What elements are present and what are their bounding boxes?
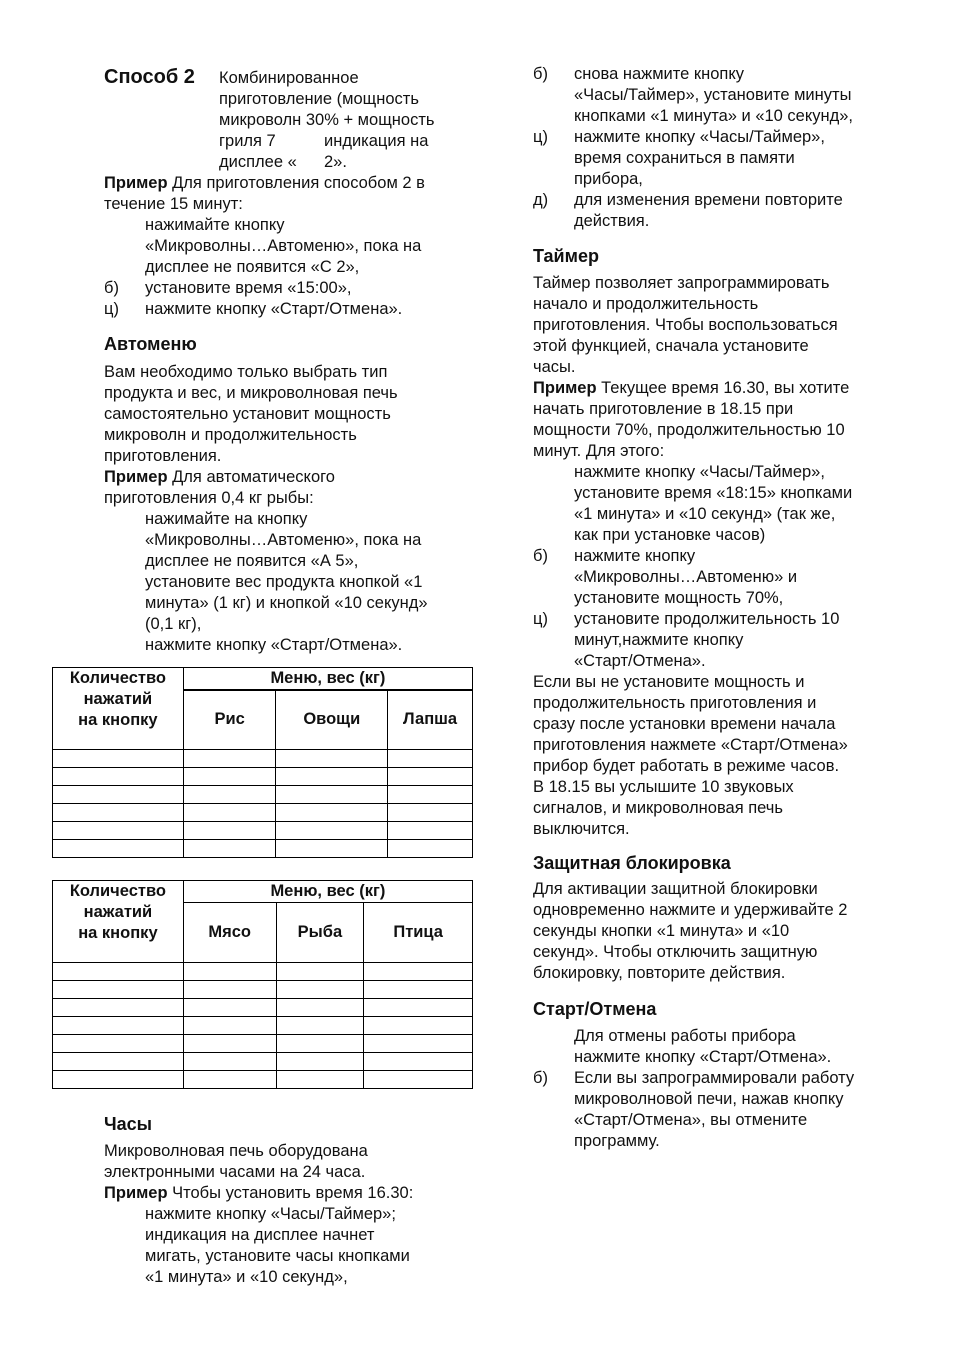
table-row: [53, 1017, 473, 1035]
table-cell: [364, 1053, 473, 1071]
text-line: дисплее не появится «С 2»,: [145, 258, 360, 276]
table-cell: [388, 839, 473, 857]
list-marker: ц): [533, 128, 548, 146]
table-cell: [276, 821, 388, 839]
text-line: время сохраниться в памяти: [574, 149, 795, 167]
list-marker: ц): [533, 610, 548, 628]
table-cell: [276, 749, 388, 767]
list-marker: ц): [104, 300, 119, 318]
list-marker: б): [533, 65, 548, 83]
table-cell: [276, 1035, 364, 1053]
text-line: (0,1 кг),: [145, 615, 202, 633]
list-item: [533, 64, 898, 127]
table-cell: [183, 785, 276, 803]
text-line: программу.: [574, 1132, 660, 1150]
method-description: [219, 68, 489, 173]
header-line: Количество: [69, 882, 166, 900]
table-cell: [183, 1071, 276, 1089]
table-cell: [388, 749, 473, 767]
text-line: установите время «18:15» кнопками: [574, 484, 853, 502]
header-line: на кнопку: [78, 924, 158, 942]
table-cell: [183, 749, 276, 767]
text-line: установите мощность 70%,: [574, 589, 784, 607]
text-line: приготовление (мощность: [219, 90, 419, 108]
text-line: «Часы/Таймер», установите минуты: [574, 86, 852, 104]
text-line: продолжительность приготовления и: [533, 694, 817, 712]
text-fragment: Чтобы установить время 16.30:: [167, 1184, 414, 1202]
text-line: секунд». Чтобы отключить защитную: [533, 943, 818, 961]
text-line: установите продолжительность 10: [574, 610, 840, 628]
table-cell: [364, 963, 473, 981]
list-marker: б): [533, 547, 548, 565]
text-line: микроволн 30% + мощность: [219, 111, 435, 129]
text-line: минут. Для этого:: [533, 442, 665, 460]
text-line: «1 минута» и «10 секунд» (так же,: [574, 505, 836, 523]
table-row: [53, 749, 473, 767]
list-text: нажмите кнопку «Старт/Отмена».: [145, 300, 403, 318]
table-cell: [183, 767, 276, 785]
text-line: индикация на дисплее начнет: [145, 1226, 375, 1244]
text-line: начало и продолжительность: [533, 295, 759, 313]
text-line: микроволновой печи, нажав кнопку: [574, 1090, 844, 1108]
table-cell: [276, 981, 364, 999]
header-line: Количество: [69, 669, 166, 687]
header-line: нажатий: [83, 690, 153, 708]
text-line: минут,нажмите кнопку: [574, 631, 744, 649]
table-row: [53, 821, 473, 839]
table-cell: [53, 839, 184, 857]
text-line: приготовления. Чтобы воспользоваться: [533, 316, 838, 334]
startstop-heading: Старт/Отмена: [533, 999, 657, 1019]
text-fragment: Текущее время 16.30, вы хотите: [596, 379, 850, 397]
text-line: [533, 378, 898, 399]
text-line: сигналов, и микроволновая печь: [533, 799, 783, 817]
clock-continued: [533, 64, 898, 232]
list-item: [533, 609, 898, 672]
text-line: прибор будет работать в режиме часов.: [533, 757, 840, 775]
text-line: [219, 131, 489, 152]
timer-section: [533, 273, 898, 840]
table-cell: [388, 785, 473, 803]
text-line: электронными часами на 24 часа.: [104, 1163, 366, 1181]
table-cell: [53, 821, 184, 839]
table-cell: [53, 803, 184, 821]
text-line: прибора,: [574, 170, 643, 188]
table-row: [53, 963, 473, 981]
table-cell: [388, 803, 473, 821]
text-line: нажмите кнопку «Старт/Отмена».: [145, 636, 403, 654]
text-line: приготовления 0,4 кг рыбы:: [104, 489, 314, 507]
text-line: нажимайте кнопку: [145, 216, 285, 234]
list-marker: б): [104, 279, 119, 297]
text-line: одновременно нажмите и удерживайте 2: [533, 901, 848, 919]
table-cell: [53, 767, 184, 785]
column-header: Рыба: [276, 903, 364, 963]
text-line: блокировку, повторите действия.: [533, 964, 786, 982]
text-line: дисплее не появится «А 5»,: [145, 552, 359, 570]
text-line: Если вы не установите мощность и: [533, 673, 805, 691]
table-cell: [276, 1053, 364, 1071]
column-header: Мясо: [183, 903, 276, 963]
table-row: [53, 1035, 473, 1053]
lock-section: [533, 879, 898, 984]
header-count: [53, 668, 184, 750]
automenu-table-1: [52, 667, 473, 858]
text-line: В 18.15 вы услышите 10 звуковых: [533, 778, 794, 796]
table-cell: [53, 1053, 184, 1071]
column-header: Птица: [364, 903, 473, 963]
table-cell: [364, 1071, 473, 1089]
text-line: [104, 173, 484, 194]
table-cell: [183, 981, 276, 999]
text-line: «Микроволны…Автоменю», пока на: [145, 531, 422, 549]
text-line: «Старт/Отмена», вы отмените: [574, 1111, 808, 1129]
table-cell: [183, 821, 276, 839]
table-cell: [364, 1035, 473, 1053]
text-line: приготовления нажмете «Старт/Отмена»: [533, 736, 848, 754]
automenu-heading: Автоменю: [104, 334, 197, 354]
header-menu: Меню, вес (кг): [183, 668, 472, 691]
text-line: приготовления.: [104, 447, 222, 465]
example-label: Пример: [104, 468, 168, 486]
header-count: [53, 881, 184, 963]
table-cell: [276, 839, 388, 857]
list-item: [533, 1068, 898, 1152]
list-marker: б): [533, 1069, 548, 1087]
text-line: как при установке часов): [574, 526, 766, 544]
header-menu: Меню, вес (кг): [183, 881, 472, 903]
example-1: [104, 173, 484, 320]
example-label: Пример: [533, 379, 597, 397]
text-line: часы.: [533, 358, 576, 376]
text-line: нажмите кнопку «Часы/Таймер»;: [145, 1205, 396, 1223]
list-item: [533, 546, 898, 609]
table-cell: [53, 999, 184, 1017]
table-cell: [276, 1017, 364, 1035]
text-line: «Старт/Отмена».: [574, 652, 706, 670]
text-line: сразу после установки времени начала: [533, 715, 836, 733]
table-cell: [364, 999, 473, 1017]
table-cell: [53, 963, 184, 981]
text-line: нажмите кнопку «Часы/Таймер»,: [574, 463, 825, 481]
example-label: Пример: [104, 174, 168, 192]
list-marker: д): [533, 191, 549, 209]
text-line: нажимайте на кнопку: [145, 510, 308, 528]
table-cell: [53, 981, 184, 999]
automenu-table-2: [52, 880, 473, 1089]
text-fragment: гриля 7: [219, 132, 276, 150]
text-fragment: Для приготовления способом 2 в: [167, 174, 425, 192]
table-cell: [183, 803, 276, 821]
table-cell: [53, 1017, 184, 1035]
table-cell: [53, 749, 184, 767]
text-line: снова нажмите кнопку: [574, 65, 744, 83]
table-row: [53, 1053, 473, 1071]
text-line: кнопками «1 минута» и «10 секунд»,: [574, 107, 854, 125]
table-row: [53, 1071, 473, 1089]
table-cell: [183, 1035, 276, 1053]
text-line: самостоятельно установит мощность: [104, 405, 391, 423]
table-cell: [276, 785, 388, 803]
table-cell: [183, 839, 276, 857]
startstop-section: [533, 1026, 898, 1152]
text-fragment: дисплее «: [219, 153, 297, 171]
text-fragment: индикация на: [324, 132, 429, 150]
table-row: [53, 785, 473, 803]
text-line: этой функцией, сначала установите: [533, 337, 809, 355]
text-line: Для отмены работы прибора: [574, 1027, 796, 1045]
text-line: начать приготовление в 18.15 при: [533, 400, 794, 418]
list-item: [533, 127, 898, 190]
text-line: установите вес продукта кнопкой «1: [145, 573, 423, 591]
table-cell: [53, 785, 184, 803]
text-line: мощности 70%, продолжительностью 10: [533, 421, 845, 439]
column-header: Рис: [183, 690, 276, 749]
table-cell: [364, 981, 473, 999]
text-line: нажмите кнопку: [574, 547, 696, 565]
text-line: секунды кнопки «1 минута» и «10: [533, 922, 790, 940]
list-text: установите время «15:00»,: [145, 279, 352, 297]
table-row: [53, 981, 473, 999]
table-cell: [53, 1071, 184, 1089]
clock-heading: Часы: [104, 1114, 153, 1134]
table-cell: [388, 821, 473, 839]
table-cell: [183, 1053, 276, 1071]
timer-heading: Таймер: [533, 246, 599, 266]
text-line: [104, 1183, 484, 1204]
table-cell: [53, 1035, 184, 1053]
text-fragment: Для автоматического: [167, 468, 335, 486]
column-header: Лапша: [388, 690, 473, 749]
text-line: Микроволновая печь оборудована: [104, 1142, 368, 1160]
table-cell: [364, 1017, 473, 1035]
text-line: мигать, установите часы кнопками: [145, 1247, 410, 1265]
table-cell: [276, 803, 388, 821]
text-line: Если вы запрограммировали работу: [574, 1069, 855, 1087]
text-line: выключится.: [533, 820, 630, 838]
method-label: Способ 2: [104, 66, 195, 88]
text-line: Вам необходимо только выбрать тип: [104, 363, 388, 381]
table-cell: [276, 999, 364, 1017]
text-line: течение 15 минут:: [104, 195, 243, 213]
lock-heading: Защитная блокировка: [533, 853, 731, 873]
table-row: [53, 767, 473, 785]
text-line: нажмите кнопку «Часы/Таймер»,: [574, 128, 825, 146]
text-line: Комбинированное: [219, 69, 359, 87]
table-cell: [276, 1071, 364, 1089]
table-cell: [388, 767, 473, 785]
text-line: минута» (1 кг) и кнопкой «10 секунд»: [145, 594, 428, 612]
example-label: Пример: [104, 1184, 168, 1202]
text-line: «Микроволны…Автоменю» и: [574, 568, 798, 586]
clock-section: [104, 1141, 484, 1288]
column-header: Овощи: [276, 690, 388, 749]
text-line: Таймер позволяет запрограммировать: [533, 274, 830, 292]
table-cell: [183, 999, 276, 1017]
text-line: продукта и вес, и микроволновая печь: [104, 384, 398, 402]
table-cell: [183, 1017, 276, 1035]
list-item: [533, 190, 898, 232]
table-cell: [276, 767, 388, 785]
text-line: «1 минута» и «10 секунд»,: [145, 1268, 348, 1286]
text-line: [219, 152, 489, 173]
text-line: действия.: [574, 212, 650, 230]
list-item: [104, 278, 484, 299]
header-line: нажатий: [83, 903, 153, 921]
text-line: нажмите кнопку «Старт/Отмена».: [574, 1048, 832, 1066]
text-fragment: 2».: [324, 153, 347, 171]
table-row: [53, 999, 473, 1017]
text-line: «Микроволны…Автоменю», пока на: [145, 237, 422, 255]
table-row: [53, 803, 473, 821]
list-item: [104, 299, 484, 320]
automenu-section: [104, 362, 484, 656]
header-line: на кнопку: [78, 711, 158, 729]
text-line: для изменения времени повторите: [574, 191, 843, 209]
table-cell: [276, 963, 364, 981]
table-row: [53, 839, 473, 857]
table-cell: [183, 963, 276, 981]
text-line: микроволн и продолжительность: [104, 426, 357, 444]
text-line: Для активации защитной блокировки: [533, 880, 818, 898]
text-line: [104, 467, 484, 488]
